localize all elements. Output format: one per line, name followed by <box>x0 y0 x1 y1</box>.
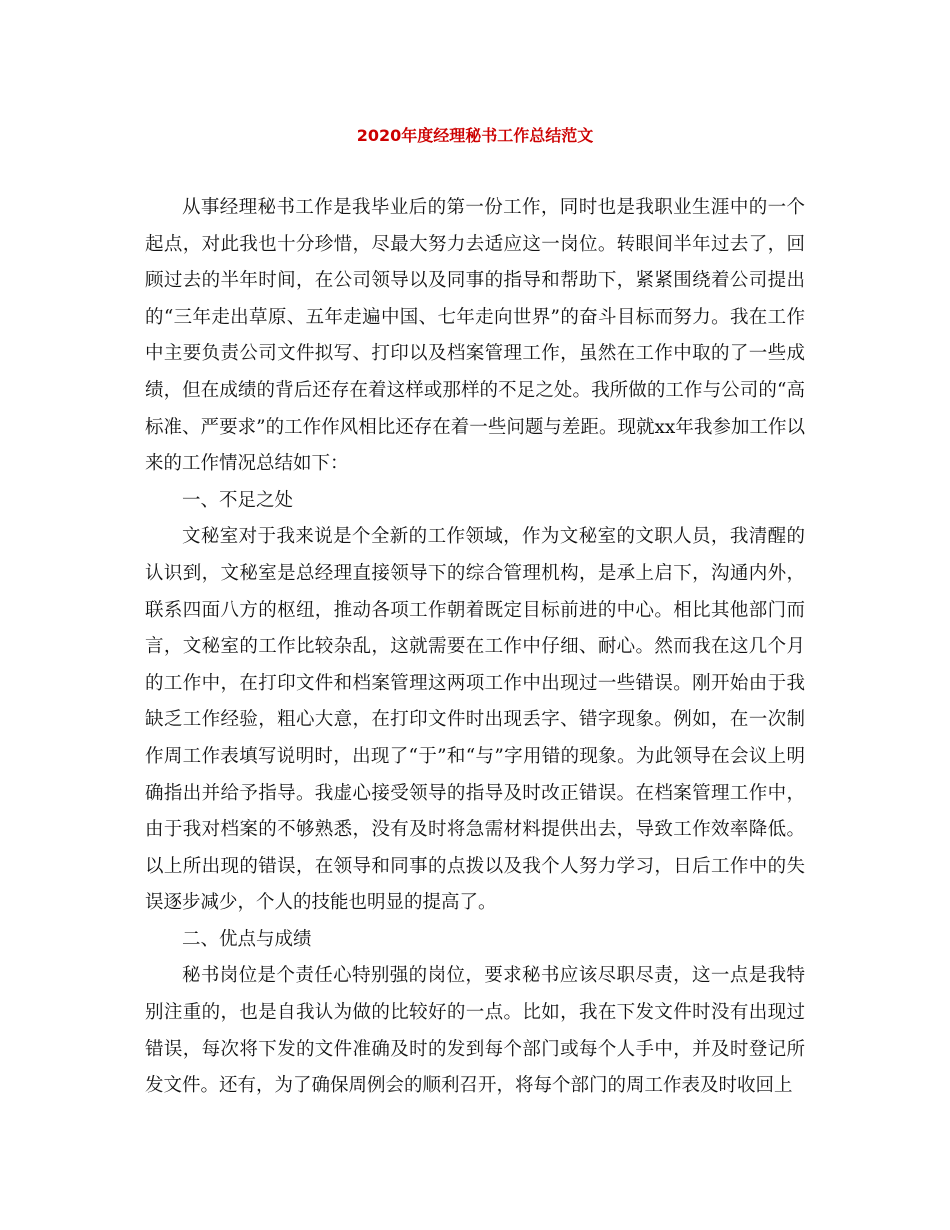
shortcomings-paragraph: 文秘室对于我来说是个全新的工作领域，作为文秘室的文职人员，我清醒的认识到，文秘室是总经理直接领导下的综合管理机构，是承上启下，沟通内外，联系四面八方的枢纽，推动各项工作朝着既定目标前进的中心。相比其他部门而言，文秘室的工作比较杂乱，这就需要在工作中仔细、耐心。然而我在这几个月的工作中，在打印文件和档案管理这两项工作中出现过一些错误。刚开始由于我缺乏工作经验，粗心大意，在打印文件时出现丢字、错字现象。例如，在一次制作周工作表填写说明时，出现了“于”和“与”字用错的现象。为此领导在会议上明确指出并给予指导。我虚心接受领导的指导及时改正错误。在档案管理工作中，由于我对档案的不够熟悉，没有及时将急需材料提供出去，导致工作效率降低。以上所出现的错误，在领导和同事的点拨以及我个人努力学习，日后工作中的失误逐步减少，个人的技能也明显的提高了。 <box>145 526 805 914</box>
intro-paragraph: 从事经理秘书工作是我毕业后的第一份工作，同时也是我职业生涯中的一个起点，对此我也十分珍惜，尽最大努力去适应这一岗位。转眼间半年过去了，回顾过去的半年时间，在公司领导以及同事的指导和帮助下，紧紧围绕着公司提出的“三年走出草原、五年走遍中国、七年走向世界”的奋斗目标而努力。我在工作中主要负责公司文件拟写、打印以及档案管理工作，虽然在工作中取的了一些成绩，但在成绩的背后还存在着这样或那样的不足之处。我所做的工作与公司的“高标准、严要求”的工作作风相比还存在着一些问题与差距。现就xx年我参加工作以来的工作情况总结如下： <box>145 197 805 475</box>
document-body <box>145 190 805 1105</box>
section-heading-strengths: 二、优点与成绩 <box>182 928 312 950</box>
section-heading-shortcomings: 一、不足之处 <box>182 489 294 511</box>
strengths-paragraph: 秘书岗位是个责任心特别强的岗位，要求秘书应该尽职尽责，这一点是我特别注重的，也是自我认为做的比较好的一点。比如，我在下发文件时没有出现过错误，每次将下发的文件准确及时的发到每个部门或每个人手中，并及时登记所发文件。还有，为了确保周例会的顺利召开，将每个部门的周工作表及时收回上 <box>145 965 805 1097</box>
document-title: 2020年度经理秘书工作总结范文 <box>356 126 594 145</box>
